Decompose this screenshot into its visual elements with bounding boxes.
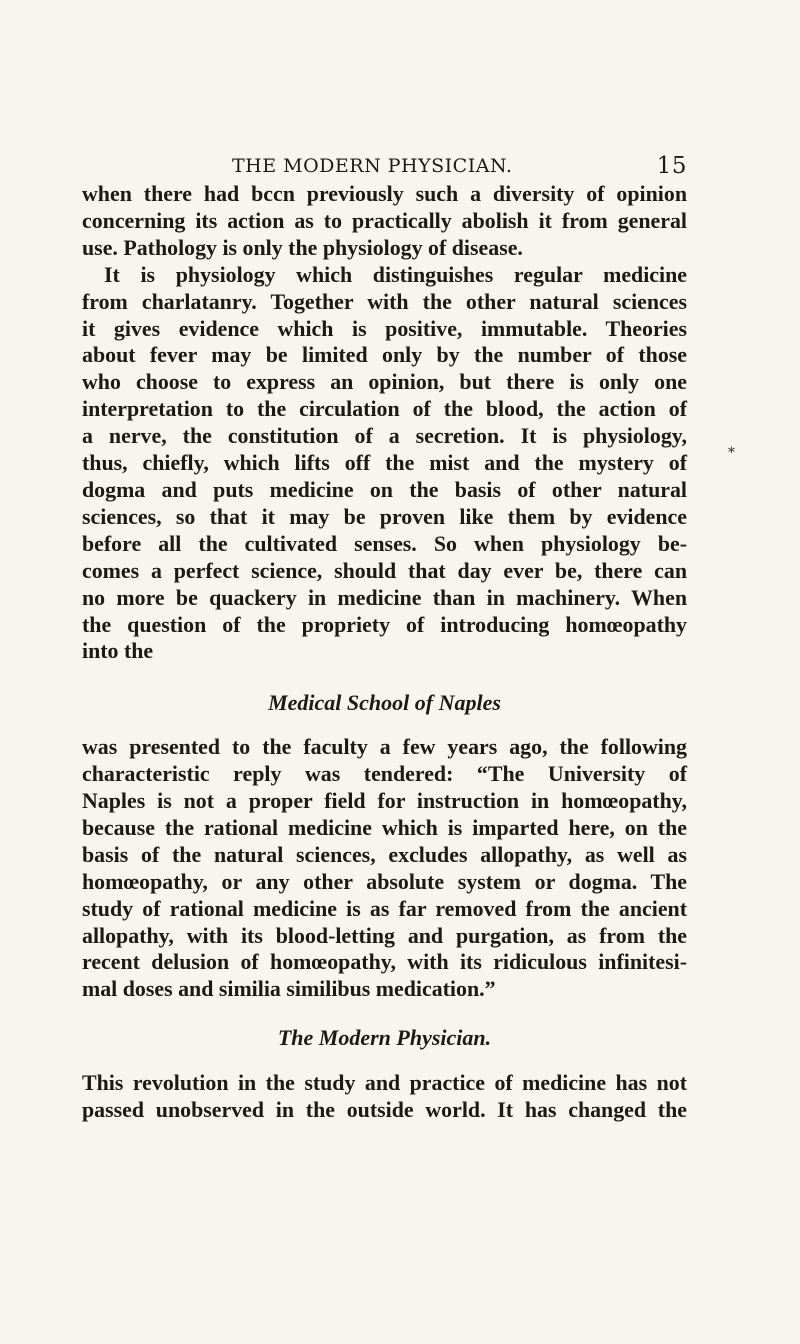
text-line: was presented to the faculty a few years ago, the following bbox=[82, 734, 687, 760]
running-title: THE MODERN PHYSICIAN. bbox=[232, 155, 513, 177]
text-line: thus, chiefly, which lifts off the mist and the mystery of bbox=[82, 450, 687, 476]
text-line: It is physiology which distinguishes regular medicine bbox=[104, 261, 687, 287]
text-line: when there had bccn previously such a diversity of opinion bbox=[82, 181, 687, 206]
page-number: 15 bbox=[656, 153, 687, 179]
text-line: into the bbox=[82, 638, 154, 664]
paragraph-4 bbox=[82, 1070, 687, 1124]
text-line: no more be quackery in medicine than in machinery. When bbox=[82, 584, 687, 610]
paragraph-1 bbox=[82, 181, 687, 262]
text-line: interpretation to the circulation of the blood, the action of bbox=[82, 396, 687, 422]
text-line: dogma and puts medicine on the basis of other natural bbox=[82, 476, 687, 502]
margin-mark: * bbox=[728, 445, 735, 461]
text-line: it gives evidence which is positive, immutable. Theories bbox=[82, 315, 687, 341]
text-line: use. Pathology is only the physiology of disease. bbox=[82, 234, 523, 260]
text-line: recent delusion of homœopathy, with its ridiculous infinitesi- bbox=[82, 949, 687, 975]
text-line: before all the cultivated senses. So when physiology be- bbox=[82, 530, 687, 556]
body-text bbox=[82, 181, 687, 1124]
text-line: comes a perfect science, should that day ever be, there can bbox=[82, 557, 687, 583]
text-line: allopathy, with its blood-letting and purgation, as from the bbox=[82, 922, 687, 948]
text-line: Naples is not a proper field for instruction in homœopathy, bbox=[82, 788, 687, 814]
book-page bbox=[82, 155, 687, 1124]
text-line: study of rational medicine is as far removed from the ancient bbox=[82, 895, 687, 921]
text-line: a nerve, the constitution of a secretion. It is physiology, bbox=[82, 423, 687, 449]
text-line: about fever may be limited only by the number of those bbox=[82, 342, 687, 368]
text-line: mal doses and similia similibus medication.” bbox=[82, 976, 496, 1002]
text-line: from charlatanry. Together with the other natural sciences bbox=[82, 288, 687, 314]
running-header bbox=[82, 155, 687, 181]
text-line: sciences, so that it may be proven like them by evidence bbox=[82, 503, 687, 529]
text-line: This revolution in the study and practice of medicine has not bbox=[82, 1070, 687, 1096]
text-line: passed unobserved in the outside world. It has changed the bbox=[82, 1097, 687, 1123]
text-line: the question of the propriety of introducing homœopathy bbox=[82, 611, 687, 637]
section-heading: Medical School of Naples bbox=[268, 690, 501, 716]
text-line: who choose to express an opinion, but there is only one bbox=[82, 369, 687, 395]
section-heading: The Modern Physician. bbox=[277, 1025, 492, 1051]
text-line: characteristic reply was tendered: “The University of bbox=[82, 761, 687, 787]
text-line: concerning its action as to practically abolish it from general bbox=[82, 207, 687, 233]
text-line: because the rational medicine which is imparted here, on the bbox=[82, 814, 687, 840]
text-line: homœopathy, or any other absolute system or dogma. The bbox=[82, 868, 687, 894]
text-line: basis of the natural sciences, excludes allopathy, as well as bbox=[82, 841, 687, 867]
paragraph-3 bbox=[82, 734, 687, 1003]
paragraph-2 bbox=[82, 262, 687, 666]
